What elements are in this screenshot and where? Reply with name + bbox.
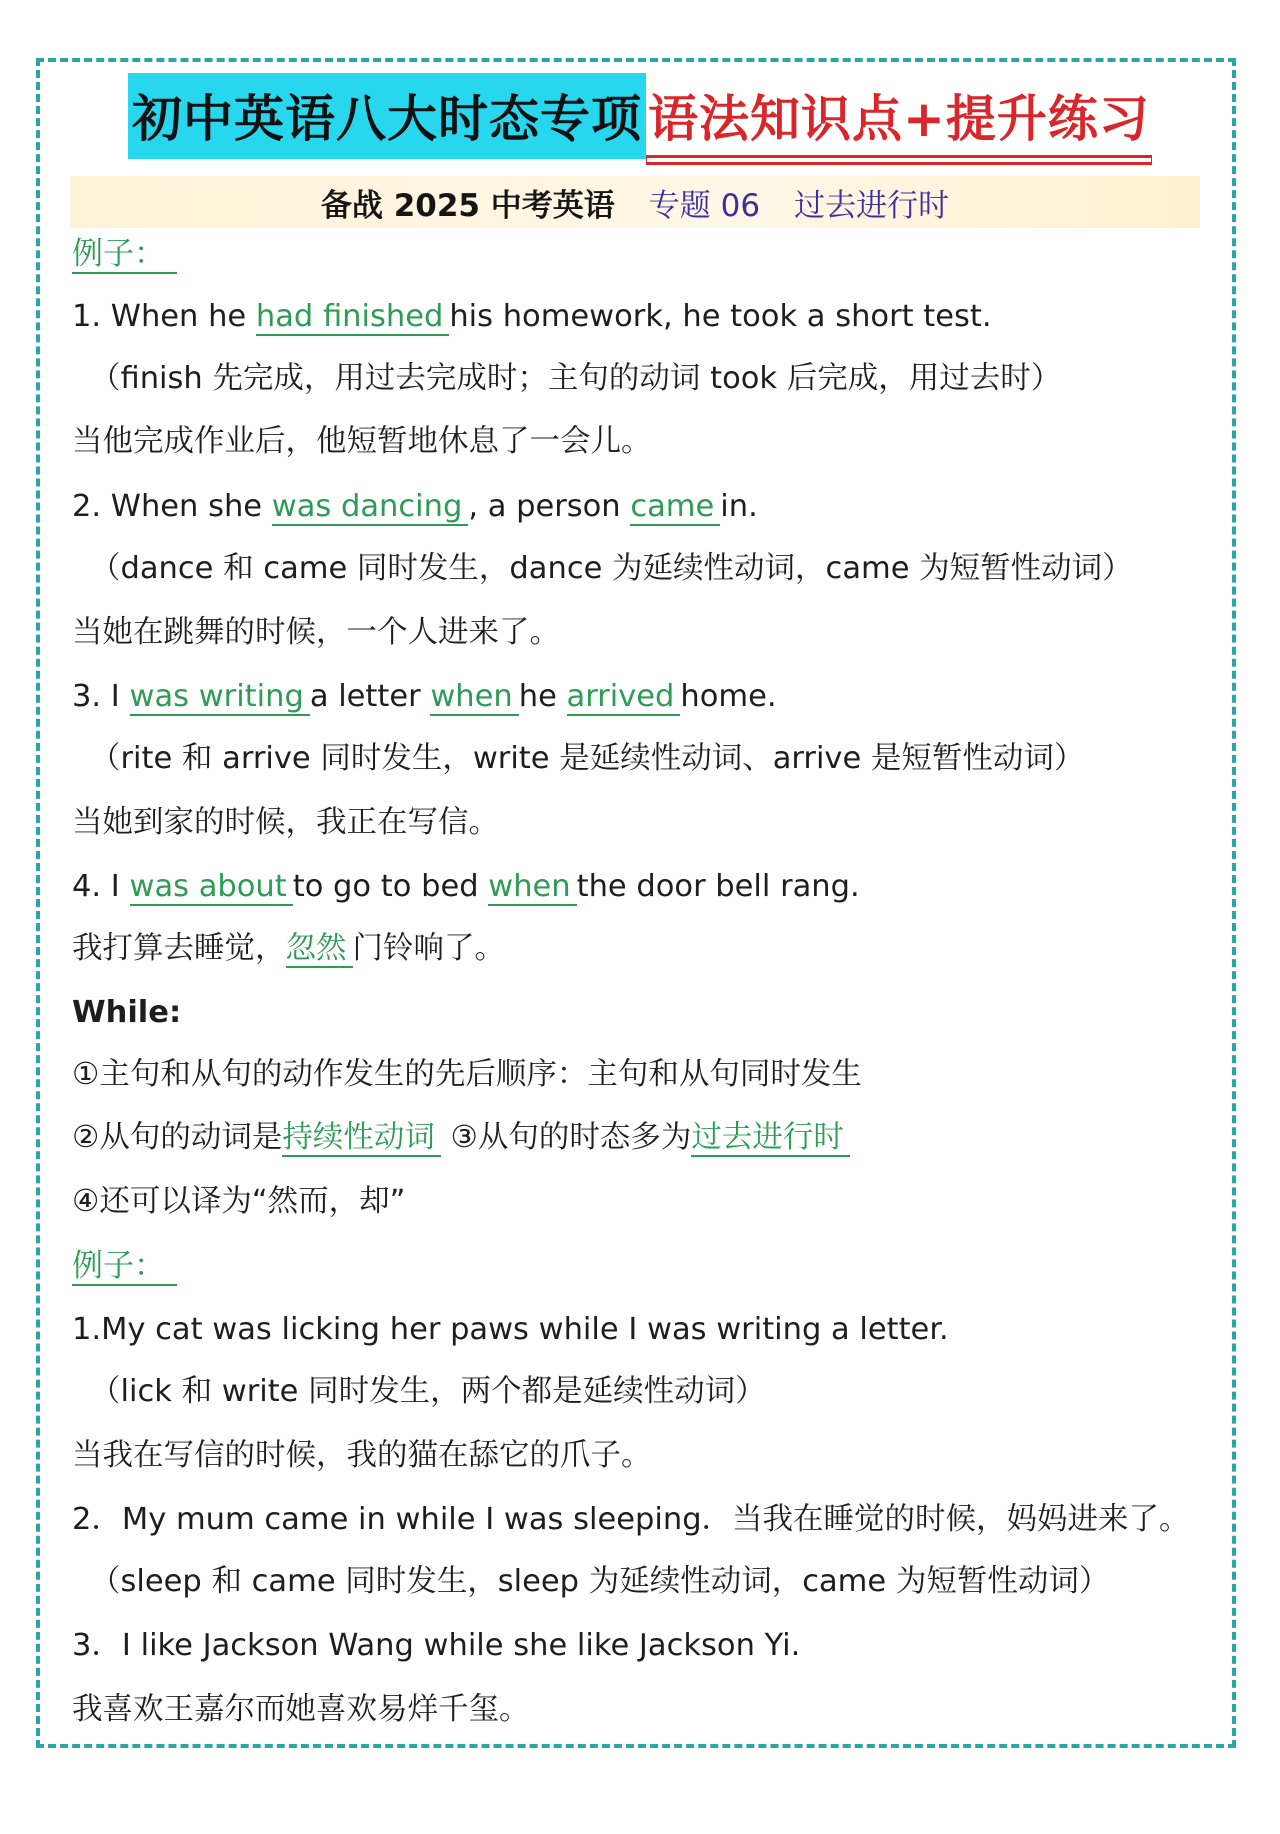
while-example-1-sentence: 1.My cat was licking her paws while I was writing a letter. bbox=[72, 1312, 949, 1347]
subtitle-topic-number: 专题 06 bbox=[648, 187, 761, 224]
highlight-had-finished: had finished bbox=[256, 299, 449, 336]
subtitle-bar bbox=[70, 176, 1200, 228]
example-1-note: （finish 先完成，用过去完成时；主句的动词 took 后完成，用过去时） bbox=[90, 361, 1062, 396]
highlight-past-progressive: 过去进行时 bbox=[691, 1120, 850, 1157]
while-example-3-sentence: 3．I like Jackson Wang while she like Jackson Yi. bbox=[72, 1628, 801, 1663]
highlight-when: when bbox=[430, 679, 518, 716]
example-3-translation: 当她到家的时候，我正在写信。 bbox=[72, 805, 499, 840]
highlight-when-2: when bbox=[488, 869, 576, 906]
example-4-translation: 我打算去睡觉，忽然 门铃响了。 bbox=[72, 931, 505, 966]
highlight-came: came bbox=[630, 489, 720, 526]
highlight-was-about: was about bbox=[130, 869, 293, 906]
while-example-2-note: （sleep 和 came 同时发生，sleep 为延续性动词，came 为短暂性动词） bbox=[90, 1564, 1110, 1599]
while-rule-1: ①主句和从句的动作发生的先后顺序：主句和从句同时发生 bbox=[72, 1057, 862, 1092]
section-heading-examples-1: 例子： bbox=[72, 234, 177, 275]
subtitle-exam: 备战 2025 中考英语 bbox=[320, 187, 615, 224]
example-1-translation: 当他完成作业后，他短暂地休息了一会儿。 bbox=[72, 424, 652, 459]
example-4-sentence: 4. I was about to go to bed when the door bell rang. bbox=[72, 869, 860, 904]
example-2-note: （dance 和 came 同时发生，dance 为延续性动词，came 为短暂性动词） bbox=[90, 551, 1133, 586]
while-rule-4: ④还可以译为“然而，却” bbox=[72, 1184, 406, 1219]
highlight-suddenly: 忽然 bbox=[286, 931, 353, 968]
subtitle-topic-name: 过去进行时 bbox=[794, 187, 950, 224]
while-example-1-note: （lick 和 write 同时发生，两个都是延续性动词） bbox=[90, 1374, 766, 1409]
example-3-note: （rite 和 arrive 同时发生，write 是延续性动词、arrive 是短暂性动词） bbox=[90, 741, 1085, 776]
example-3-sentence: 3. I was writing a letter when he arrived home. bbox=[72, 679, 777, 714]
title-red-part: 语法知识点+提升练习 bbox=[646, 75, 1152, 158]
title-highlighted-part: 初中英语八大时态专项 bbox=[128, 73, 646, 159]
highlight-was-dancing: was dancing bbox=[272, 489, 469, 526]
example-2-translation: 当她在跳舞的时候，一个人进来了。 bbox=[72, 615, 560, 650]
while-rule-2-3: ②从句的动词是持续性动词 ③从句的时态多为过去进行时 bbox=[72, 1118, 850, 1158]
while-example-2-sentence: 2．My mum came in while I was sleeping．当我在睡觉的时候，妈妈进来了。 bbox=[72, 1502, 1190, 1537]
example-2-sentence: 2. When she was dancing , a person came in. bbox=[72, 489, 758, 524]
while-title: While: bbox=[72, 995, 182, 1030]
page-title bbox=[128, 73, 1152, 159]
highlight-continuous-verb: 持续性动词 bbox=[282, 1120, 441, 1157]
while-example-1-translation: 当我在写信的时候，我的猫在舔它的爪子。 bbox=[72, 1438, 652, 1473]
highlight-arrived: arrived bbox=[567, 679, 681, 716]
section-heading-examples-2: 例子： bbox=[72, 1246, 177, 1287]
while-example-3-translation: 我喜欢王嘉尔而她喜欢易烊千玺。 bbox=[72, 1692, 530, 1727]
example-1-sentence: 1. When he had finished his homework, he took a short test. bbox=[72, 299, 992, 334]
highlight-was-writing: was writing bbox=[130, 679, 310, 716]
